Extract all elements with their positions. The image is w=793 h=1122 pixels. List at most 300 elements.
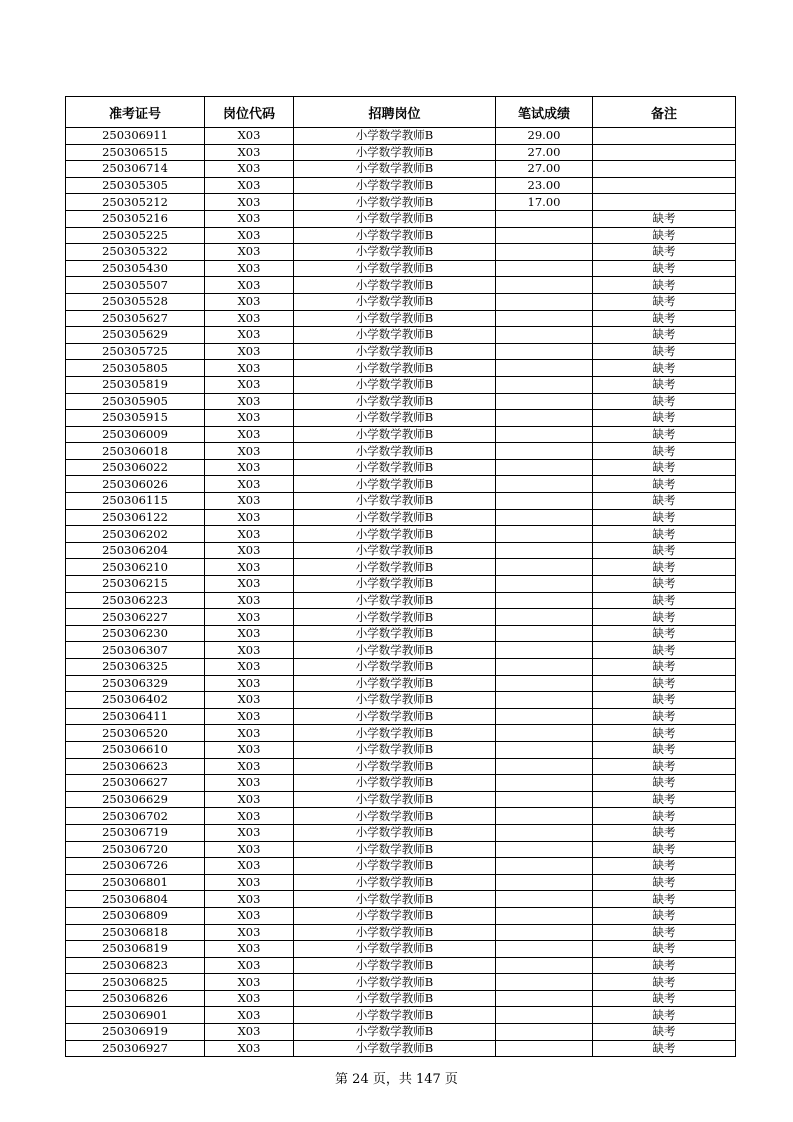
cell-remarks: 缺考 <box>593 808 736 825</box>
cell-written-score <box>496 526 593 543</box>
cell-position-code: X03 <box>205 741 294 758</box>
cell-written-score <box>496 542 593 559</box>
cell-admission-number: 250306826 <box>66 990 205 1007</box>
table-row <box>66 293 736 310</box>
table-row <box>66 360 736 377</box>
cell-remarks: 缺考 <box>593 957 736 974</box>
cell-admission-number: 250306629 <box>66 791 205 808</box>
header-remarks: 备注 <box>593 97 736 128</box>
cell-position-code: X03 <box>205 891 294 908</box>
cell-admission-number: 250305212 <box>66 194 205 211</box>
cell-position-code: X03 <box>205 1007 294 1024</box>
cell-admission-number: 250306411 <box>66 708 205 725</box>
cell-written-score <box>496 741 593 758</box>
cell-written-score <box>496 277 593 294</box>
cell-written-score <box>496 459 593 476</box>
table-row <box>66 625 736 642</box>
cell-admission-number: 250306223 <box>66 592 205 609</box>
cell-written-score <box>496 642 593 659</box>
cell-position-code: X03 <box>205 907 294 924</box>
cell-position: 小学数学教师B <box>294 824 496 841</box>
cell-position: 小学数学教师B <box>294 476 496 493</box>
cell-remarks: 缺考 <box>593 625 736 642</box>
cell-position: 小学数学教师B <box>294 509 496 526</box>
cell-position-code: X03 <box>205 974 294 991</box>
cell-position: 小学数学教师B <box>294 957 496 974</box>
cell-written-score <box>496 907 593 924</box>
table-row <box>66 227 736 244</box>
cell-remarks: 缺考 <box>593 327 736 344</box>
cell-admission-number: 250306202 <box>66 526 205 543</box>
cell-position: 小学数学教师B <box>294 426 496 443</box>
cell-position-code: X03 <box>205 443 294 460</box>
cell-position-code: X03 <box>205 476 294 493</box>
cell-remarks: 缺考 <box>593 509 736 526</box>
cell-admission-number: 250305725 <box>66 343 205 360</box>
cell-written-score <box>496 559 593 576</box>
table-row <box>66 941 736 958</box>
cell-written-score: 27.00 <box>496 144 593 161</box>
cell-position: 小学数学教师B <box>294 841 496 858</box>
cell-remarks <box>593 177 736 194</box>
cell-remarks: 缺考 <box>593 410 736 427</box>
table-row <box>66 808 736 825</box>
table-row <box>66 260 736 277</box>
cell-admission-number: 250305322 <box>66 244 205 261</box>
cell-position: 小学数学教师B <box>294 990 496 1007</box>
cell-written-score <box>496 310 593 327</box>
cell-position: 小学数学教师B <box>294 1007 496 1024</box>
cell-position-code: X03 <box>205 990 294 1007</box>
cell-position-code: X03 <box>205 260 294 277</box>
cell-remarks <box>593 194 736 211</box>
cell-remarks: 缺考 <box>593 659 736 676</box>
cell-remarks: 缺考 <box>593 260 736 277</box>
table-row <box>66 410 736 427</box>
cell-admission-number: 250306402 <box>66 692 205 709</box>
page-number: 第 24 页，共 147 页 <box>335 1072 458 1087</box>
cell-remarks: 缺考 <box>593 758 736 775</box>
cell-written-score <box>496 343 593 360</box>
cell-position: 小学数学教师B <box>294 393 496 410</box>
table-row <box>66 376 736 393</box>
cell-admission-number: 250306204 <box>66 542 205 559</box>
cell-remarks: 缺考 <box>593 476 736 493</box>
cell-remarks <box>593 144 736 161</box>
cell-written-score <box>496 659 593 676</box>
cell-position-code: X03 <box>205 841 294 858</box>
cell-written-score <box>496 924 593 941</box>
cell-written-score <box>496 625 593 642</box>
cell-remarks: 缺考 <box>593 725 736 742</box>
cell-position: 小学数学教师B <box>294 592 496 609</box>
table-row <box>66 177 736 194</box>
cell-position: 小学数学教师B <box>294 642 496 659</box>
cell-position: 小学数学教师B <box>294 758 496 775</box>
cell-remarks: 缺考 <box>593 310 736 327</box>
cell-remarks: 缺考 <box>593 675 736 692</box>
table-body <box>66 128 736 1057</box>
cell-admission-number: 250305216 <box>66 210 205 227</box>
cell-admission-number: 250306819 <box>66 941 205 958</box>
cell-admission-number: 250306026 <box>66 476 205 493</box>
cell-remarks: 缺考 <box>593 741 736 758</box>
cell-position-code: X03 <box>205 360 294 377</box>
cell-position: 小学数学教师B <box>294 858 496 875</box>
cell-position-code: X03 <box>205 526 294 543</box>
cell-admission-number: 250306329 <box>66 675 205 692</box>
cell-admission-number: 250306230 <box>66 625 205 642</box>
cell-admission-number: 250306009 <box>66 426 205 443</box>
table-row <box>66 426 736 443</box>
cell-position-code: X03 <box>205 791 294 808</box>
cell-position-code: X03 <box>205 758 294 775</box>
cell-admission-number: 250306520 <box>66 725 205 742</box>
table-row <box>66 476 736 493</box>
table-row <box>66 277 736 294</box>
table-row <box>66 493 736 510</box>
cell-position: 小学数学教师B <box>294 1040 496 1057</box>
cell-position-code: X03 <box>205 592 294 609</box>
cell-remarks: 缺考 <box>593 891 736 908</box>
cell-admission-number: 250305629 <box>66 327 205 344</box>
cell-admission-number: 250305507 <box>66 277 205 294</box>
cell-remarks: 缺考 <box>593 426 736 443</box>
cell-written-score <box>496 327 593 344</box>
header-position-code: 岗位代码 <box>205 97 294 128</box>
cell-remarks: 缺考 <box>593 443 736 460</box>
cell-remarks: 缺考 <box>593 907 736 924</box>
table-row <box>66 559 736 576</box>
cell-remarks: 缺考 <box>593 542 736 559</box>
table-row <box>66 775 736 792</box>
cell-position-code: X03 <box>205 874 294 891</box>
cell-position: 小学数学教师B <box>294 659 496 676</box>
table-row <box>66 144 736 161</box>
cell-remarks: 缺考 <box>593 708 736 725</box>
cell-position: 小学数学教师B <box>294 625 496 642</box>
cell-written-score <box>496 426 593 443</box>
cell-position-code: X03 <box>205 244 294 261</box>
cell-position: 小学数学教师B <box>294 277 496 294</box>
cell-position-code: X03 <box>205 376 294 393</box>
cell-admission-number: 250306018 <box>66 443 205 460</box>
cell-written-score <box>496 609 593 626</box>
cell-position: 小学数学教师B <box>294 542 496 559</box>
cell-position: 小学数学教师B <box>294 376 496 393</box>
cell-remarks <box>593 161 736 178</box>
table-row <box>66 1007 736 1024</box>
cell-admission-number: 250305805 <box>66 360 205 377</box>
cell-written-score <box>496 576 593 593</box>
cell-position-code: X03 <box>205 576 294 593</box>
table-row <box>66 459 736 476</box>
table-row <box>66 725 736 742</box>
cell-written-score <box>496 592 593 609</box>
cell-written-score <box>496 1007 593 1024</box>
cell-position-code: X03 <box>205 957 294 974</box>
header-written-score: 笔试成绩 <box>496 97 593 128</box>
cell-position-code: X03 <box>205 177 294 194</box>
table-row <box>66 343 736 360</box>
score-table <box>65 96 736 1057</box>
table-row <box>66 210 736 227</box>
cell-admission-number: 250306227 <box>66 609 205 626</box>
cell-position: 小学数学教师B <box>294 675 496 692</box>
cell-admission-number: 250306307 <box>66 642 205 659</box>
cell-remarks: 缺考 <box>593 642 736 659</box>
table-row <box>66 609 736 626</box>
table-row <box>66 576 736 593</box>
cell-position-code: X03 <box>205 459 294 476</box>
table-row <box>66 1024 736 1041</box>
cell-position: 小学数学教师B <box>294 343 496 360</box>
cell-remarks: 缺考 <box>593 775 736 792</box>
table-row <box>66 858 736 875</box>
cell-position-code: X03 <box>205 824 294 841</box>
cell-written-score <box>496 841 593 858</box>
cell-remarks: 缺考 <box>593 858 736 875</box>
table-row <box>66 244 736 261</box>
cell-written-score: 27.00 <box>496 161 593 178</box>
cell-admission-number: 250306623 <box>66 758 205 775</box>
cell-written-score <box>496 443 593 460</box>
cell-admission-number: 250306627 <box>66 775 205 792</box>
cell-position: 小学数学教师B <box>294 609 496 626</box>
cell-position-code: X03 <box>205 609 294 626</box>
cell-position: 小学数学教师B <box>294 1024 496 1041</box>
table-row <box>66 642 736 659</box>
cell-position: 小学数学教师B <box>294 493 496 510</box>
cell-admission-number: 250305819 <box>66 376 205 393</box>
cell-position-code: X03 <box>205 144 294 161</box>
cell-position: 小学数学教师B <box>294 907 496 924</box>
cell-admission-number: 250306719 <box>66 824 205 841</box>
cell-admission-number: 250306726 <box>66 858 205 875</box>
cell-written-score <box>496 227 593 244</box>
cell-written-score <box>496 376 593 393</box>
cell-position-code: X03 <box>205 708 294 725</box>
cell-remarks: 缺考 <box>593 360 736 377</box>
cell-written-score <box>496 874 593 891</box>
cell-written-score <box>496 974 593 991</box>
table-row <box>66 974 736 991</box>
table-row <box>66 675 736 692</box>
cell-written-score: 17.00 <box>496 194 593 211</box>
table-row <box>66 824 736 841</box>
cell-written-score <box>496 360 593 377</box>
cell-written-score <box>496 210 593 227</box>
cell-position-code: X03 <box>205 659 294 676</box>
cell-position-code: X03 <box>205 410 294 427</box>
table-row <box>66 758 736 775</box>
cell-remarks: 缺考 <box>593 824 736 841</box>
cell-position: 小学数学教师B <box>294 791 496 808</box>
cell-remarks <box>593 128 736 145</box>
cell-remarks: 缺考 <box>593 526 736 543</box>
cell-admission-number: 250305225 <box>66 227 205 244</box>
cell-admission-number: 250306825 <box>66 974 205 991</box>
table-row <box>66 542 736 559</box>
table-row <box>66 526 736 543</box>
cell-position: 小学数学教师B <box>294 194 496 211</box>
cell-remarks: 缺考 <box>593 576 736 593</box>
cell-position: 小学数学教师B <box>294 874 496 891</box>
cell-position: 小学数学教师B <box>294 210 496 227</box>
cell-position-code: X03 <box>205 559 294 576</box>
cell-position-code: X03 <box>205 725 294 742</box>
cell-position: 小学数学教师B <box>294 741 496 758</box>
cell-position-code: X03 <box>205 509 294 526</box>
cell-admission-number: 250306809 <box>66 907 205 924</box>
cell-written-score <box>496 692 593 709</box>
cell-remarks: 缺考 <box>593 227 736 244</box>
cell-position: 小学数学教师B <box>294 459 496 476</box>
cell-remarks: 缺考 <box>593 210 736 227</box>
cell-position: 小学数学教师B <box>294 260 496 277</box>
header-position: 招聘岗位 <box>294 97 496 128</box>
cell-position: 小学数学教师B <box>294 360 496 377</box>
cell-position: 小学数学教师B <box>294 891 496 908</box>
table-row <box>66 692 736 709</box>
cell-admission-number: 250306210 <box>66 559 205 576</box>
cell-written-score <box>496 808 593 825</box>
cell-position-code: X03 <box>205 327 294 344</box>
cell-position-code: X03 <box>205 210 294 227</box>
cell-written-score <box>496 891 593 908</box>
cell-remarks: 缺考 <box>593 559 736 576</box>
cell-position: 小学数学教师B <box>294 708 496 725</box>
cell-position: 小学数学教师B <box>294 310 496 327</box>
table-row <box>66 443 736 460</box>
cell-position: 小学数学教师B <box>294 161 496 178</box>
cell-written-score <box>496 1040 593 1057</box>
cell-admission-number: 250305430 <box>66 260 205 277</box>
table-row <box>66 310 736 327</box>
cell-remarks: 缺考 <box>593 874 736 891</box>
cell-position: 小学数学教师B <box>294 924 496 941</box>
cell-remarks: 缺考 <box>593 293 736 310</box>
cell-admission-number: 250306702 <box>66 808 205 825</box>
cell-remarks: 缺考 <box>593 941 736 958</box>
cell-position-code: X03 <box>205 642 294 659</box>
cell-position: 小学数学教师B <box>294 244 496 261</box>
cell-position: 小学数学教师B <box>294 227 496 244</box>
cell-position-code: X03 <box>205 293 294 310</box>
cell-written-score <box>496 410 593 427</box>
cell-remarks: 缺考 <box>593 459 736 476</box>
cell-admission-number: 250306801 <box>66 874 205 891</box>
cell-remarks: 缺考 <box>593 493 736 510</box>
cell-admission-number: 250305905 <box>66 393 205 410</box>
cell-position-code: X03 <box>205 542 294 559</box>
cell-written-score <box>496 791 593 808</box>
cell-written-score: 29.00 <box>496 128 593 145</box>
cell-position: 小学数学教师B <box>294 526 496 543</box>
cell-position-code: X03 <box>205 692 294 709</box>
cell-written-score <box>496 244 593 261</box>
table-row <box>66 128 736 145</box>
cell-position: 小学数学教师B <box>294 941 496 958</box>
cell-remarks: 缺考 <box>593 924 736 941</box>
cell-position: 小学数学教师B <box>294 775 496 792</box>
cell-admission-number: 250306823 <box>66 957 205 974</box>
cell-admission-number: 250306515 <box>66 144 205 161</box>
cell-remarks: 缺考 <box>593 393 736 410</box>
cell-position-code: X03 <box>205 808 294 825</box>
cell-written-score <box>496 957 593 974</box>
cell-admission-number: 250306122 <box>66 509 205 526</box>
cell-position-code: X03 <box>205 1040 294 1057</box>
cell-written-score <box>496 824 593 841</box>
cell-remarks: 缺考 <box>593 841 736 858</box>
cell-admission-number: 250306804 <box>66 891 205 908</box>
cell-position: 小学数学教师B <box>294 177 496 194</box>
table-header-row <box>66 97 736 128</box>
table-row <box>66 161 736 178</box>
cell-position-code: X03 <box>205 1024 294 1041</box>
table-row <box>66 907 736 924</box>
cell-admission-number: 250306610 <box>66 741 205 758</box>
cell-written-score <box>496 1024 593 1041</box>
cell-remarks: 缺考 <box>593 244 736 261</box>
cell-admission-number: 250306901 <box>66 1007 205 1024</box>
cell-written-score <box>496 493 593 510</box>
cell-remarks: 缺考 <box>593 1040 736 1057</box>
cell-admission-number: 250306215 <box>66 576 205 593</box>
cell-admission-number: 250306818 <box>66 924 205 941</box>
cell-position: 小学数学教师B <box>294 808 496 825</box>
cell-position: 小学数学教师B <box>294 293 496 310</box>
cell-position: 小学数学教师B <box>294 327 496 344</box>
cell-position: 小学数学教师B <box>294 128 496 145</box>
cell-position-code: X03 <box>205 310 294 327</box>
cell-remarks: 缺考 <box>593 692 736 709</box>
table-row <box>66 592 736 609</box>
cell-remarks: 缺考 <box>593 277 736 294</box>
cell-admission-number: 250305915 <box>66 410 205 427</box>
cell-position: 小学数学教师B <box>294 974 496 991</box>
cell-admission-number: 250305528 <box>66 293 205 310</box>
cell-written-score <box>496 476 593 493</box>
table-row <box>66 509 736 526</box>
cell-remarks: 缺考 <box>593 974 736 991</box>
cell-position: 小学数学教师B <box>294 443 496 460</box>
table-row <box>66 327 736 344</box>
cell-position: 小学数学教师B <box>294 559 496 576</box>
cell-written-score <box>496 260 593 277</box>
cell-written-score <box>496 941 593 958</box>
cell-written-score <box>496 858 593 875</box>
table-row <box>66 708 736 725</box>
table-row <box>66 924 736 941</box>
cell-position-code: X03 <box>205 128 294 145</box>
cell-written-score <box>496 990 593 1007</box>
cell-remarks: 缺考 <box>593 592 736 609</box>
cell-position-code: X03 <box>205 393 294 410</box>
cell-written-score <box>496 708 593 725</box>
table-row <box>66 891 736 908</box>
cell-position-code: X03 <box>205 227 294 244</box>
cell-position-code: X03 <box>205 775 294 792</box>
cell-admission-number: 250305627 <box>66 310 205 327</box>
cell-remarks: 缺考 <box>593 376 736 393</box>
cell-admission-number: 250306022 <box>66 459 205 476</box>
cell-admission-number: 250306720 <box>66 841 205 858</box>
cell-position-code: X03 <box>205 277 294 294</box>
cell-remarks: 缺考 <box>593 791 736 808</box>
cell-admission-number: 250306714 <box>66 161 205 178</box>
